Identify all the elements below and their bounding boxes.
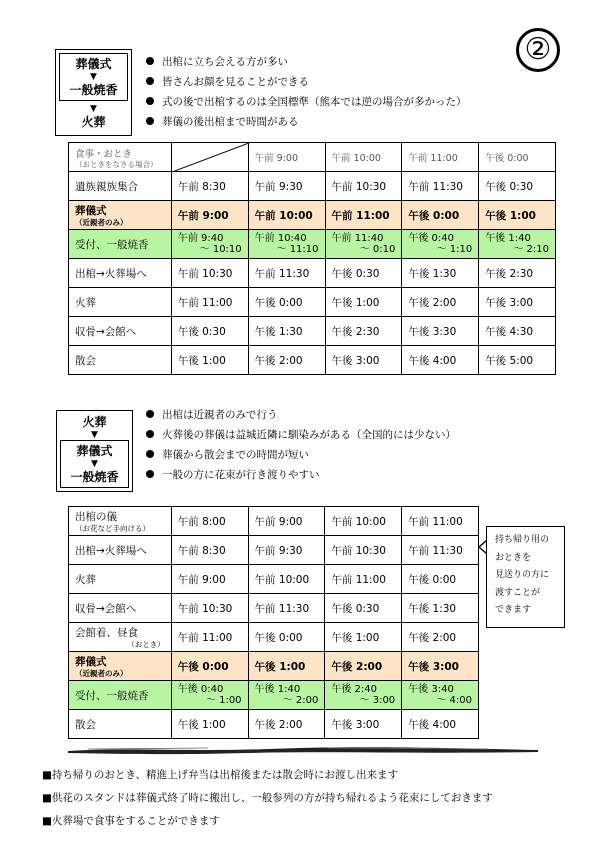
flow-step-box [60, 440, 129, 488]
time-cell: 午前 10:40 ～ 11:10 [248, 230, 325, 259]
diagonal-cell [171, 143, 248, 172]
time-cell: 午後 0:30 [325, 594, 402, 623]
time-cell: 午前 9:00 [171, 201, 248, 230]
time-cell: 午後 2:00 [248, 346, 325, 375]
time-cell: 午後 0:00 [171, 652, 248, 681]
table-row [69, 259, 556, 288]
time-cell: 午後 1:40 ～ 2:10 [479, 230, 556, 259]
time-cell: 午前 11:30 [402, 172, 479, 201]
time-cell: 午前 10:30 [171, 259, 248, 288]
time-cell: 午後 2:40 ～ 3:00 [325, 681, 402, 710]
footer-note: ■持ち帰りのおとき、精進上げ弁当は出棺後または散会時にお渡し出来ます [42, 769, 398, 781]
time-cell: 午後 2:30 [479, 259, 556, 288]
row-label: 受付、一般焼香 [69, 230, 172, 259]
row-label: 火葬 [69, 565, 172, 594]
time-cell: 午後 3:40 ～ 4:00 [402, 681, 479, 710]
callout-note: 持ち帰り用の おときを 見送りの方に 渡すことが できます [486, 526, 565, 628]
time-cell: 午後 1:00 [479, 201, 556, 230]
time-cell: 午前 11:40 ～ 0:10 [325, 230, 402, 259]
row-label: 収骨→会館へ [69, 594, 172, 623]
table-row [69, 201, 556, 230]
time-cell: 午前 8:30 [171, 536, 248, 565]
flow-step-incense: 一般焼香 [69, 83, 118, 97]
time-cell: 午前 10:00 [248, 565, 325, 594]
bullet-item: 皆さんお顔を見ることができる [146, 72, 467, 92]
time-cell: 午前 10:30 [325, 172, 402, 201]
schedule-table-2 [68, 506, 479, 739]
down-arrow-icon: ▼ [91, 459, 98, 469]
time-cell: 午前 11:30 [248, 259, 325, 288]
time-cell: 午前 10:30 [171, 594, 248, 623]
time-cell: 午前 11:00 [171, 623, 248, 652]
time-cell: 午後 4:00 [402, 346, 479, 375]
flow-step-cremation: 火葬 [81, 115, 106, 129]
time-cell: 午後 1:40 ～ 2:00 [248, 681, 325, 710]
time-cell: 午前 9:40 ～ 10:10 [171, 230, 248, 259]
row-label: 出棺→火葬場へ [69, 536, 172, 565]
header-cell: 午前 9:00 [248, 143, 325, 172]
time-cell: 午前 11:00 [171, 288, 248, 317]
row-label: 出棺の儀 （お花など手向ける） [69, 507, 172, 536]
time-cell: 午後 0:00 [248, 623, 325, 652]
time-cell: 午後 3:00 [479, 288, 556, 317]
time-cell: 午前 11:30 [402, 536, 479, 565]
time-cell: 午前 10:00 [248, 201, 325, 230]
table-row [69, 507, 479, 536]
down-arrow-icon: ▼ [90, 72, 97, 82]
time-cell: 午後 2:30 [325, 317, 402, 346]
time-cell: 午前 11:00 [325, 565, 402, 594]
time-cell: 午後 1:30 [402, 259, 479, 288]
row-label: 散会 [69, 710, 172, 739]
time-cell: 午後 1:00 [171, 710, 248, 739]
footer-note: ■供花のスタンドは葬儀式終了時に搬出し、一般参列の方が持ち帰れるよう花束にしておきます [42, 792, 493, 804]
time-cell: 午前 9:00 [171, 565, 248, 594]
bullet-item: 式の後で出棺するのは全国標準（熊本では逆の場合が多かった） [146, 92, 467, 112]
time-cell: 午後 1:30 [248, 317, 325, 346]
flow-diagram-1 [55, 49, 132, 136]
time-cell: 午後 2:00 [402, 288, 479, 317]
time-cell: 午後 2:00 [402, 623, 479, 652]
corner-label: 食事・おとき （おときをなさる場合） [69, 143, 172, 172]
time-cell: 午後 3:00 [325, 346, 402, 375]
time-cell: 午後 0:00 [248, 288, 325, 317]
down-arrow-icon: ▼ [91, 430, 98, 440]
bullet-item: 火葬後の葬儀は益城近隣に馴染みがある（全国的には少ない） [146, 425, 456, 445]
row-label: 受付、一般焼香 [69, 681, 172, 710]
brush-divider [68, 745, 538, 755]
row-label: 出棺→火葬場へ [69, 259, 172, 288]
time-cell: 午前 11:30 [248, 594, 325, 623]
flow-step-box [59, 53, 128, 101]
table-row [69, 594, 479, 623]
bullet-dot-icon [146, 117, 154, 125]
bullet-dot-icon [146, 57, 154, 65]
bullet-dot-icon [146, 97, 154, 105]
flow-step-cremation: 火葬 [82, 415, 107, 429]
header-cell: 午前 11:00 [402, 143, 479, 172]
bullet-dot-icon [146, 470, 154, 478]
time-cell: 午後 0:30 [479, 172, 556, 201]
time-cell: 午前 11:00 [325, 201, 402, 230]
table-header-row [69, 143, 556, 172]
table-row [69, 623, 479, 652]
time-cell: 午後 4:00 [402, 710, 479, 739]
table-row [69, 652, 479, 681]
bullet-item: 一般の方に花束が行き渡りやすい [146, 465, 456, 485]
time-cell: 午後 1:30 [402, 594, 479, 623]
time-cell: 午後 5:00 [479, 346, 556, 375]
table-row [69, 536, 479, 565]
flow-step-incense: 一般焼香 [70, 470, 119, 484]
table-row [69, 288, 556, 317]
row-label: 遺族親族集合 [69, 172, 172, 201]
table-row [69, 172, 556, 201]
time-cell: 午後 4:30 [479, 317, 556, 346]
footer-notes [42, 764, 493, 833]
table-row [69, 346, 556, 375]
time-cell: 午後 2:00 [325, 652, 402, 681]
table-row [69, 681, 479, 710]
time-cell: 午後 1:00 [325, 288, 402, 317]
flow-step-funeral: 葬儀式 [76, 444, 113, 458]
time-cell: 午後 1:00 [248, 652, 325, 681]
time-cell: 午後 0:00 [402, 201, 479, 230]
time-cell: 午後 0:30 [171, 317, 248, 346]
row-label: 葬儀式 （近親者のみ） [69, 652, 172, 681]
table-row [69, 710, 479, 739]
header-cell: 午後 0:00 [479, 143, 556, 172]
bullet-item: 葬儀から散会までの時間が短い [146, 445, 456, 465]
bullet-dot-icon [146, 430, 154, 438]
schedule-table-1 [68, 142, 556, 375]
time-cell: 午前 8:00 [171, 507, 248, 536]
flow-step-funeral: 葬儀式 [75, 57, 112, 71]
time-cell: 午後 2:00 [248, 710, 325, 739]
down-arrow-icon: ▼ [90, 104, 97, 114]
bullet-item: 出棺に立ち会える方が多い [146, 52, 467, 72]
flow-diagram-2 [56, 410, 133, 492]
time-cell: 午後 0:00 [402, 565, 479, 594]
bullet-dot-icon [146, 450, 154, 458]
time-cell: 午後 3:00 [325, 710, 402, 739]
bullet-item: 出棺は近親者のみで行う [146, 405, 456, 425]
time-cell: 午後 1:00 [325, 623, 402, 652]
page-number-badge: ② [516, 28, 560, 72]
bullet-list-1 [146, 52, 467, 132]
header-cell: 午前 10:00 [325, 143, 402, 172]
row-label: 会館着、昼食 （おとき） [69, 623, 172, 652]
time-cell: 午前 9:00 [248, 507, 325, 536]
footer-note: ■火葬場で食事をすることができます [42, 815, 220, 827]
row-label: 葬儀式 （近親者のみ） [69, 201, 172, 230]
table-row [69, 565, 479, 594]
bullet-dot-icon [146, 410, 154, 418]
time-cell: 午前 8:30 [171, 172, 248, 201]
time-cell: 午後 3:00 [402, 652, 479, 681]
time-cell: 午前 9:30 [248, 536, 325, 565]
table-row [69, 317, 556, 346]
time-cell: 午前 11:00 [402, 507, 479, 536]
bullet-item: 葬儀の後出棺まで時間がある [146, 112, 467, 132]
bullet-list-2 [146, 405, 456, 485]
time-cell: 午後 0:40 ～ 1:10 [402, 230, 479, 259]
time-cell: 午前 10:30 [325, 536, 402, 565]
time-cell: 午後 0:40 ～ 1:00 [171, 681, 248, 710]
row-label: 収骨→会館へ [69, 317, 172, 346]
time-cell: 午後 0:30 [325, 259, 402, 288]
time-cell: 午前 9:30 [248, 172, 325, 201]
bullet-dot-icon [146, 77, 154, 85]
time-cell: 午後 3:30 [402, 317, 479, 346]
time-cell: 午後 1:00 [171, 346, 248, 375]
time-cell: 午前 10:00 [325, 507, 402, 536]
table-row [69, 230, 556, 259]
diagonal-line [172, 143, 249, 172]
row-label: 火葬 [69, 288, 172, 317]
row-label: 散会 [69, 346, 172, 375]
